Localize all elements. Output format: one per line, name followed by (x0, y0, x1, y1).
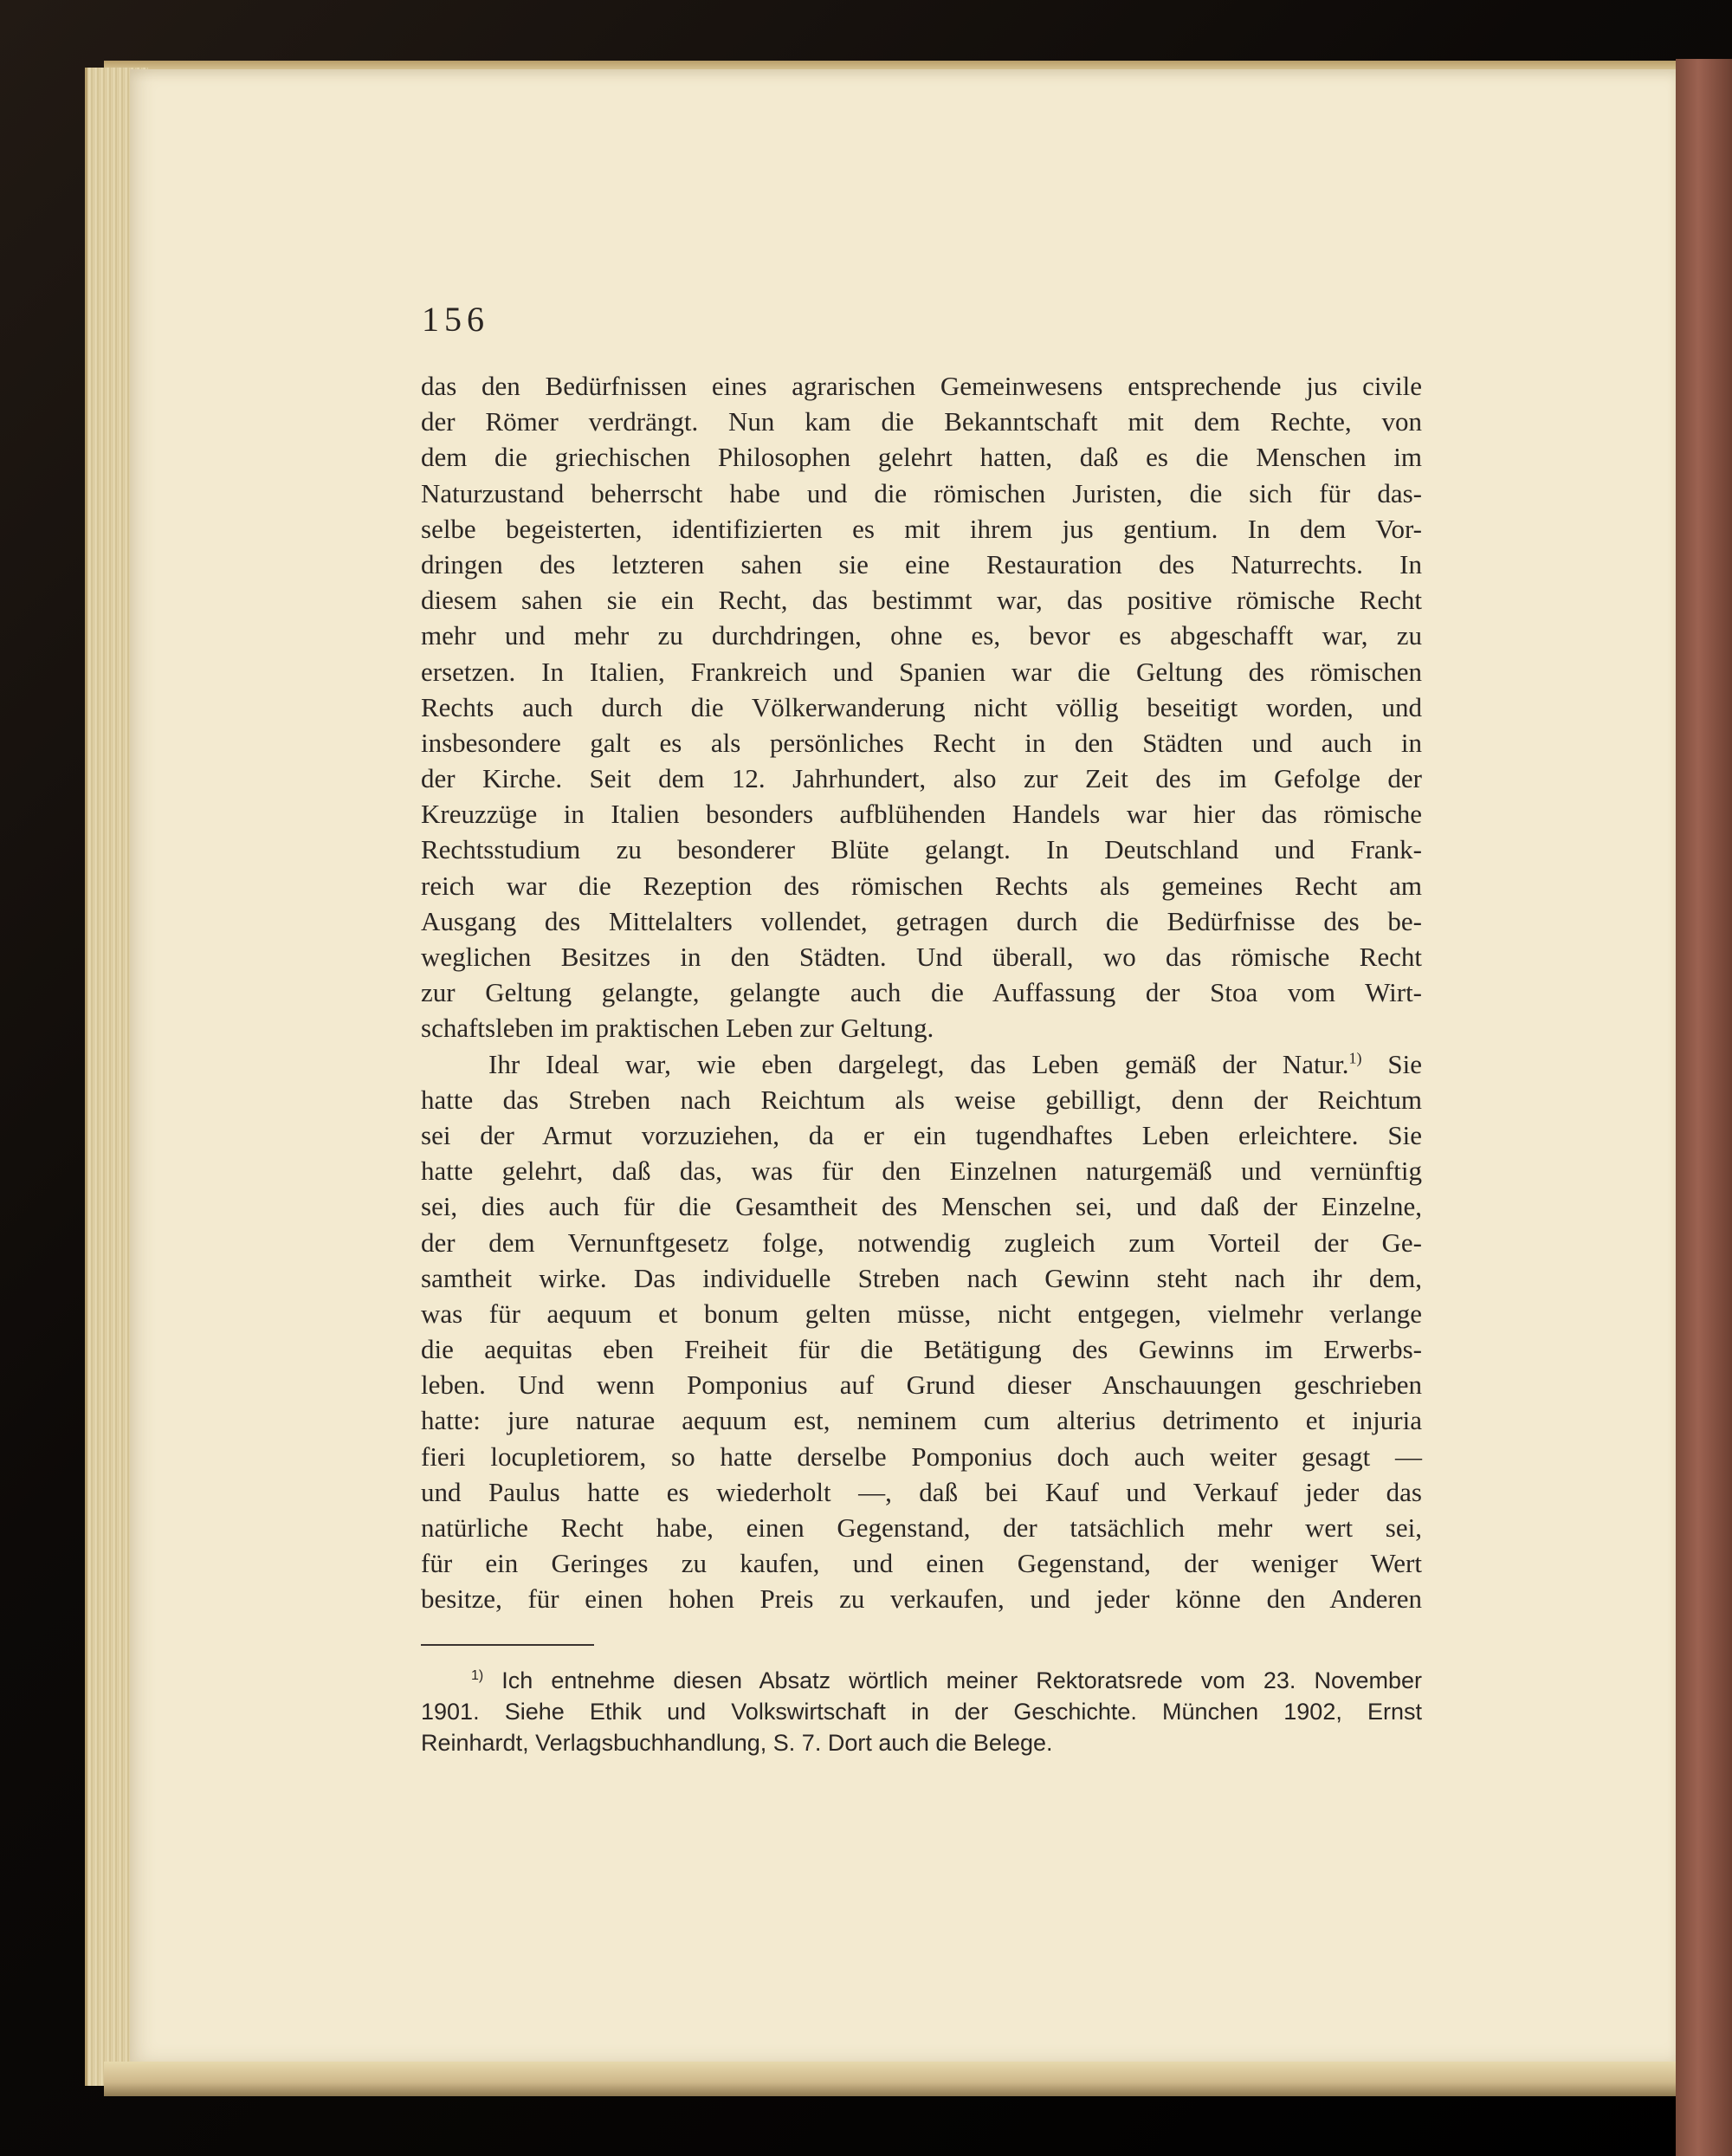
text-line: schaftsleben im praktischen Leben zur Geltung. (421, 1013, 934, 1044)
text-line: diesem sahen sie ein Recht, das bestimmt war, das positive römische Recht (421, 585, 1422, 616)
paragraph-first-line (421, 1046, 1422, 1082)
text-line: Naturzustand beherrscht habe und die römischen Juristen, die sich für das- (421, 477, 1422, 508)
text-line: leben. Und wenn Pomponius auf Grund dieser Anschauungen geschrieben (421, 1369, 1422, 1401)
page-stack-bottom (104, 2062, 1676, 2096)
text-line: selbe begeisterten, identifizierten es mit ihrem jus gentium. In dem Vor- (421, 513, 1422, 544)
text-line: was für aequum et bonum gelten müsse, nicht entgegen, vielmehr verlange (421, 1298, 1422, 1329)
para2-text-end: Sie (1361, 1048, 1422, 1079)
text-line: und Paulus hatte es wiederholt —, daß bei Kauf und Verkauf jeder das (421, 1476, 1422, 1507)
footnote-text-start: Ich entnehme diesen Absatz wörtlich meiner Rektoratsrede vom 23. November (483, 1667, 1422, 1693)
text-line: fieri locupletiorem, so hatte derselbe Pomponius doch auch weiter gesagt — (421, 1441, 1422, 1472)
text-line: ersetzen. In Italien, Frankreich und Spanien war die Geltung des römischen (421, 656, 1422, 687)
text-line: der dem Vernunftgesetz folge, notwendig zugleich zum Vorteil der Ge- (421, 1227, 1422, 1258)
footnote-separator (421, 1644, 594, 1646)
para2-text-start: Ihr Ideal war, wie eben dargelegt, das Leben gemäß der Natur. (488, 1048, 1349, 1079)
text-line: Ausgang des Mittelalters vollendet, getragen durch die Bedürfnisse des be- (421, 905, 1422, 936)
text-line: reich war die Rezeption des römischen Rechts als gemeines Recht am (421, 870, 1422, 901)
text-line: für ein Geringes zu kaufen, und einen Gegenstand, der weniger Wert (421, 1548, 1422, 1579)
footnote-reference: 1) (1348, 1049, 1362, 1067)
text-line: dem die griechischen Philosophen gelehrt hatten, daß es die Menschen im (421, 442, 1422, 473)
text-line: der Römer verdrängt. Nun kam die Bekanntschaft mit dem Rechte, von (421, 406, 1422, 437)
text-line: weglichen Besitzes in den Städten. Und überall, wo das römische Recht (421, 942, 1422, 972)
text-line: sei, dies auch für die Gesamtheit des Menschen sei, und daß der Einzelne, (421, 1191, 1422, 1222)
footnote-line: 1901. Siehe Ethik und Volkswirtschaft in der Geschichte. München 1902, Ernst (421, 1699, 1422, 1725)
text-line: Kreuzzüge in Italien besonders aufblühenden Handels war hier das römische (421, 799, 1422, 830)
text-line: Rechts auch durch die Völkerwanderung nicht völlig beseitigt worden, und (421, 691, 1422, 722)
text-line: dringen des letzteren sahen sie eine Restauration des Naturrechts. In (421, 548, 1422, 579)
body-text (421, 368, 1422, 1617)
text-line: Rechtsstudium zu besonderer Blüte gelangt. In Deutschland und Frank- (421, 834, 1422, 865)
text-line: insbesondere galt es als persönliches Recht in den Städten und auch in (421, 727, 1422, 758)
text-line: natürliche Recht habe, einen Gegenstand, der tatsächlich mehr wert sei, (421, 1512, 1422, 1543)
text-line: besitze, für einen hohen Preis zu verkaufen, und jeder könne den Anderen (421, 1583, 1422, 1615)
text-line: hatte gelehrt, daß das, was für den Einzelnen naturgemäß und vernünftig (421, 1156, 1422, 1187)
text-line: die aequitas eben Freiheit für die Betätigung des Gewinns im Erwerbs- (421, 1334, 1422, 1365)
text-line: der Kirche. Seit dem 12. Jahrhundert, also zur Zeit des im Gefolge der (421, 763, 1422, 794)
book-cover-edge (1676, 59, 1732, 2156)
text-line: zur Geltung gelangte, gelangte auch die Auffassung der Stoa vom Wirt- (421, 977, 1422, 1008)
footnote-first-line (421, 1665, 1422, 1696)
text-line: hatte: jure naturae aequum est, neminem cum alterius detrimento et injuria (421, 1405, 1422, 1436)
footnote-marker: 1) (471, 1668, 484, 1683)
page-number: 156 (422, 300, 489, 339)
footnote (421, 1665, 1422, 1758)
text-line: hatte das Streben nach Reichtum als weise gebilligt, denn der Reichtum (421, 1084, 1422, 1115)
text-line: mehr und mehr zu durchdringen, ohne es, bevor es abgeschafft war, zu (421, 620, 1422, 651)
text-line: das den Bedürfnissen eines agrarischen Gemeinwesens entsprechende jus civile (421, 371, 1422, 401)
text-line: samtheit wirke. Das individuelle Streben nach Gewinn steht nach ihr dem, (421, 1262, 1422, 1293)
footnote-line: Reinhardt, Verlagsbuchhandlung, S. 7. Dort auch die Belege. (421, 1730, 1053, 1756)
text-line: sei der Armut vorzuziehen, da er ein tugendhaftes Leben erleichtere. Sie (421, 1119, 1422, 1150)
